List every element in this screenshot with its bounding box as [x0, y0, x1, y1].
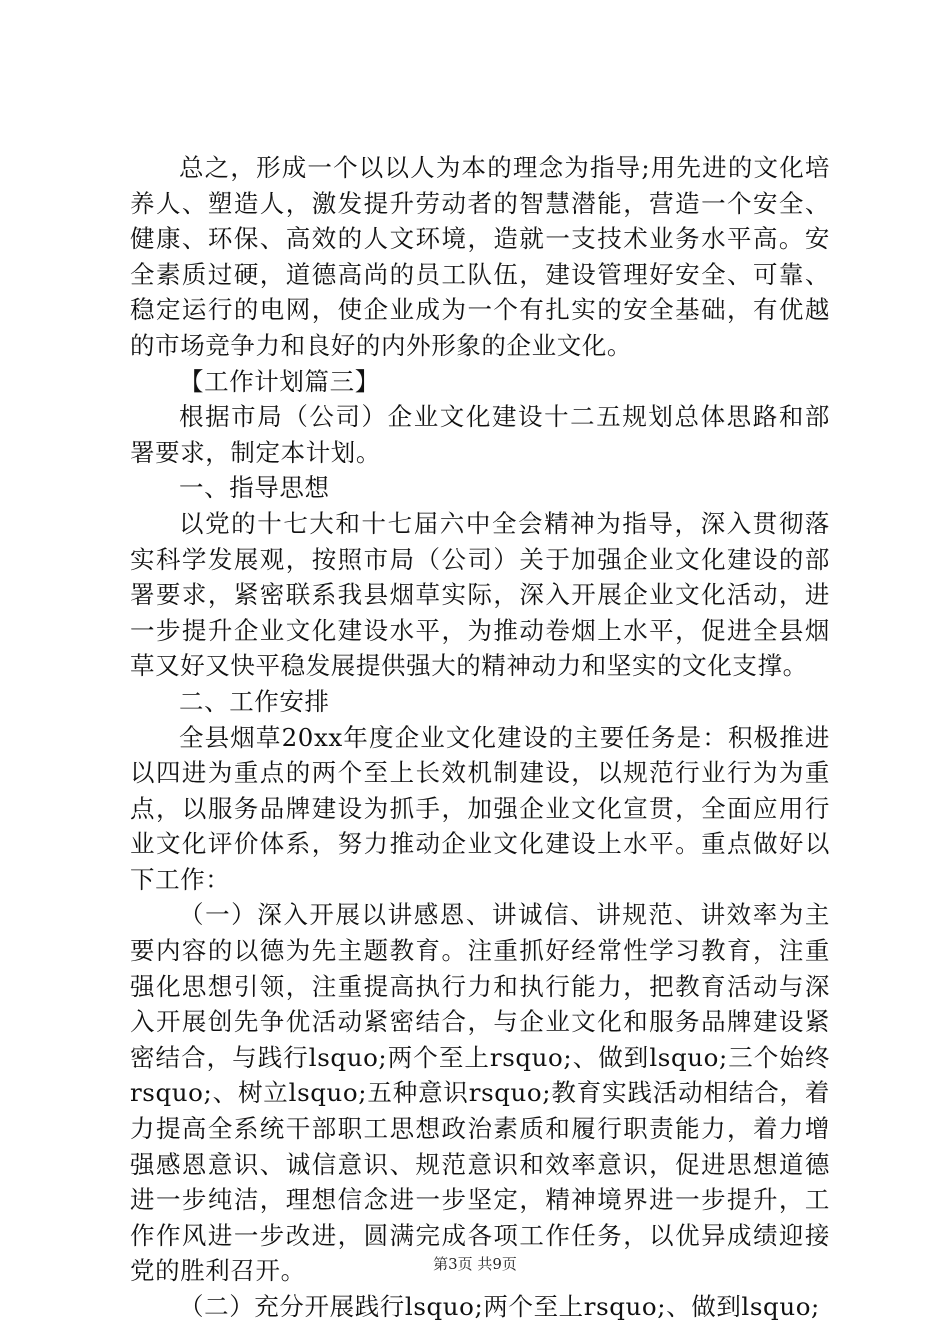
paragraph-guiding-ideology: 以党的十七大和十七届六中全会精神为指导，深入贯彻落实科学发展观，按照市局（公司）关于加强企业文化建设的部署要求，紧密联系我县烟草实际，深入开展企业文化活动，进一步提升企业文化建设水平，为推动卷烟上水平，促进全县烟草又好又快平稳发展提供强大的精神动力和坚实的文化支撑。 — [130, 508, 830, 681]
paragraph-main-tasks: 全县烟草20xx年度企业文化建设的主要任务是：积极推进以四进为重点的两个至上长效机制建设，以规范行业行为为重点，以服务品牌建设为抓手，加强企业文化宣贯，全面应用行业文化评价体系，努力推动企业文化建设上水平。重点做好以下工作： — [130, 722, 830, 894]
section-title-plan-three: 【工作计划篇三】 — [179, 366, 380, 396]
paragraph-summary: 总之，形成一个以以人为本的理念为指导;用先进的文化培养人、塑造人，激发提升劳动者的智慧潜能，营造一个安全、健康、环保、高效的人文环境，造就一支技术业务水平高。安全素质过硬，道德高尚的员工队伍，建设管理好安全、可靠、稳定运行的电网，使企业成为一个有扎实的安全基础，有优越的市场竞争力和良好的内外形象的企业文化。 — [130, 153, 830, 360]
page-number-footer: 第3页 共9页 — [433, 1255, 517, 1273]
document-body — [130, 150, 830, 1325]
paragraph-item-two: （二）充分开展践行lsquo;两个至上rsquo;、做到lsquo; — [179, 1292, 820, 1321]
heading-guiding-ideology: 一、指导思想 — [179, 473, 330, 503]
paragraph-intro: 根据市局（公司）企业文化建设十二五规划总体思路和部署要求，制定本计划。 — [130, 402, 830, 467]
heading-work-arrangement: 二、工作安排 — [179, 686, 330, 716]
paragraph-item-one: （一）深入开展以讲感恩、讲诚信、讲规范、讲效率为主要内容的以德为先主题教育。注重抓好经常性学习教育，注重强化思想引领，注重提高执行力和执行能力，把教育活动与深入开展创先争优活动紧密结合，与企业文化和服务品牌建设紧密结合，与践行lsquo;两个至上rsquo;、做到lsquo;三个始终rsquo;、树立lsquo;五种意识rsquo;教育实践活动相结合，着力提高全系统干部职工思想政治素质和履行职责能力，着力增强感恩意识、诚信意识、规范意识和效率意识，促进思想道德进一步纯洁，理想信念进一步坚定，精神境界进一步提升，工作作风进一步改进，圆满完成各项工作任务，以优异成绩迎接党的胜利召开。 — [130, 900, 830, 1286]
